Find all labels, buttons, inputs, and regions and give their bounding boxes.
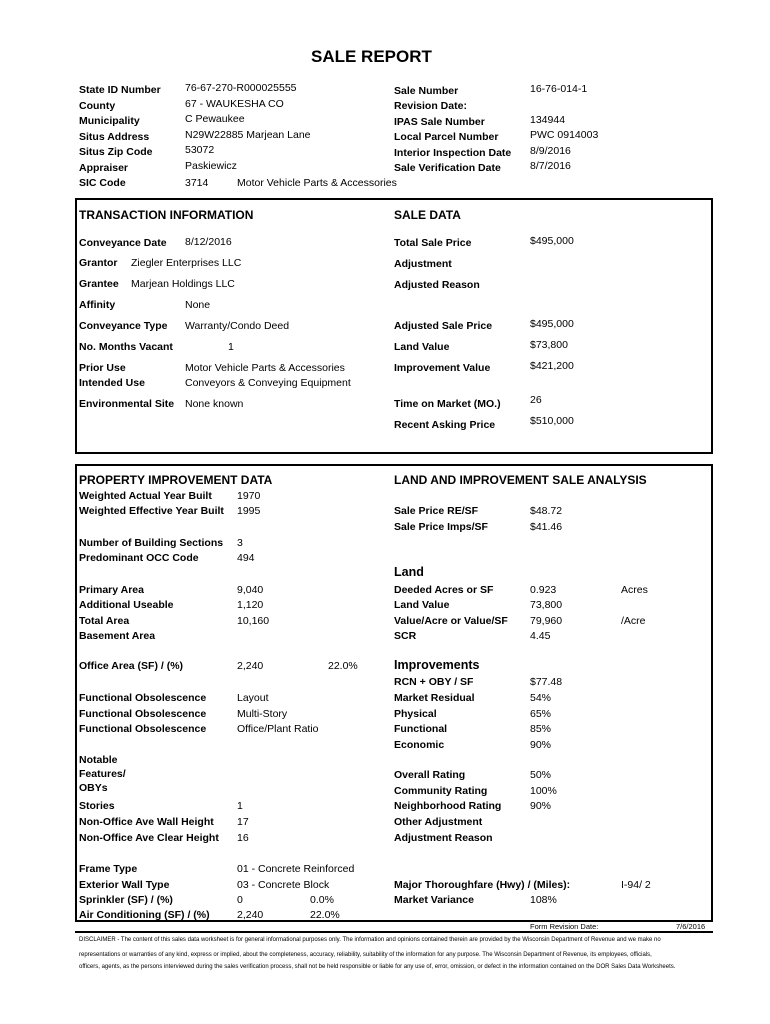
scr-label: SCR [394, 630, 417, 642]
sprinkler-sf: 0 [237, 894, 243, 906]
office-area-sf: 2,240 [237, 660, 264, 672]
disclaimer-line-3: officers, agents, as the persons interviewed during the sales verification process, shall not be held responsible or liable for any use of, error, omission, or defect in the information contained on the DOR Sales Data Worksheets. [79, 964, 676, 970]
office-area-pct: 22.0% [328, 660, 358, 672]
office-area-label: Office Area (SF) / (%) [79, 660, 184, 672]
conveyance-type-value: Warranty/Condo Deed [185, 320, 290, 332]
primary-area-value: 9,040 [237, 584, 264, 596]
total-price-label: Total Sale Price [394, 237, 472, 249]
sprinkler-label: Sprinkler (SF) / (%) [79, 894, 173, 906]
economic-value: 90% [530, 739, 552, 751]
analysis-land-value-label: Land Value [394, 599, 450, 611]
disclaimer-line-1: DISCLAIMER - The content of this sales data worksheet is for general informational purposes only. The information and opinions contained therein are provided by the Wisconsin Department of Revenue and we make no [79, 937, 661, 943]
sale-verification-value: 8/7/2016 [530, 160, 571, 172]
adjusted-reason-label: Adjusted Reason [394, 279, 480, 291]
sale-verification-label: Sale Verification Date [394, 162, 501, 174]
year-built-value: 1970 [237, 490, 261, 502]
interior-inspection-value: 8/9/2016 [530, 145, 571, 157]
rcn-value: $77.48 [530, 676, 563, 688]
notable-features-label-1: Notable [79, 754, 118, 766]
affinity-label: Affinity [79, 299, 116, 311]
value-per-acre-value: 79,960 [530, 615, 563, 627]
thoroughfare-value: I-94/ 2 [621, 879, 651, 891]
functional-obsolescence-label-1: Functional Obsolescence [79, 692, 207, 704]
neighborhood-rating-label: Neighborhood Rating [394, 800, 502, 812]
county-value: 67 - WAUKESHA CO [185, 98, 284, 110]
basement-area-label: Basement Area [79, 630, 156, 642]
revision-date-label: Revision Date: [394, 100, 467, 112]
situs-address-value: N29W22885 Marjean Lane [185, 129, 311, 141]
functional-obsolescence-label-3: Functional Obsolescence [79, 723, 207, 735]
local-parcel-label: Local Parcel Number [394, 131, 499, 143]
improvement-value-value: $421,200 [530, 360, 574, 372]
grantee-label: Grantee [79, 278, 119, 290]
asking-price-label: Recent Asking Price [394, 419, 496, 431]
interior-inspection-label: Interior Inspection Date [394, 147, 512, 159]
notable-features-label-3: OBYs [79, 782, 108, 794]
land-heading: Land [394, 565, 424, 579]
functional-label: Functional [394, 723, 448, 735]
ipas-value: 134944 [530, 114, 566, 126]
value-per-acre-label: Value/Acre or Value/SF [394, 615, 508, 627]
appraiser-value: Paskiewicz [185, 160, 237, 172]
sic-code-description: Motor Vehicle Parts & Accessories [237, 177, 397, 189]
footer-divider [75, 931, 713, 933]
grantor-label: Grantor [79, 257, 118, 269]
grantor-value: Ziegler Enterprises LLC [131, 257, 242, 269]
air-conditioning-sf: 2,240 [237, 909, 264, 921]
adjustment-label: Adjustment [394, 258, 452, 270]
market-variance-value: 108% [530, 894, 557, 906]
grantee-value: Marjean Holdings LLC [131, 278, 235, 290]
environmental-site-value: None known [185, 398, 244, 410]
total-area-value: 10,160 [237, 615, 270, 627]
additional-useable-label: Additional Useable [79, 599, 174, 611]
state-id-label: State ID Number [79, 84, 161, 96]
primary-area-label: Primary Area [79, 584, 144, 596]
physical-value: 65% [530, 708, 552, 720]
wall-height-label: Non-Office Ave Wall Height [79, 816, 214, 828]
local-parcel-value: PWC 0914003 [530, 129, 599, 141]
neighborhood-rating-value: 90% [530, 800, 552, 812]
conveyance-date-value: 8/12/2016 [185, 236, 232, 248]
improvements-heading: Improvements [394, 658, 480, 672]
transaction-heading: TRANSACTION INFORMATION [79, 208, 254, 222]
asking-price-value: $510,000 [530, 415, 574, 427]
market-residual-value: 54% [530, 692, 552, 704]
affinity-value: None [185, 299, 211, 311]
state-id-value: 76-67-270-R000025555 [185, 82, 297, 94]
intended-use-label: Intended Use [79, 377, 145, 389]
value-per-acre-unit: /Acre [621, 615, 646, 627]
functional-value: 85% [530, 723, 552, 735]
months-vacant-label: No. Months Vacant [79, 341, 173, 353]
municipality-value: C Pewaukee [185, 113, 245, 125]
conveyance-date-label: Conveyance Date [79, 237, 167, 249]
notable-features-label-2: Features/ [79, 768, 126, 780]
community-rating-value: 100% [530, 785, 557, 797]
adjusted-price-label: Adjusted Sale Price [394, 320, 493, 332]
price-re-label: Sale Price RE/SF [394, 505, 479, 517]
prior-use-value: Motor Vehicle Parts & Accessories [185, 362, 345, 374]
sprinkler-pct: 0.0% [310, 894, 334, 906]
clear-height-label: Non-Office Ave Clear Height [79, 832, 219, 844]
effective-year-value: 1995 [237, 505, 261, 517]
sic-code-label: SIC Code [79, 177, 126, 189]
wall-height-value: 17 [237, 816, 249, 828]
improvement-value-label: Improvement Value [394, 362, 491, 374]
form-revision-label: Form Revision Date: [530, 922, 599, 931]
functional-obsolescence-value-3: Office/Plant Ratio [237, 723, 319, 735]
functional-obsolescence-label-2: Functional Obsolescence [79, 708, 207, 720]
economic-label: Economic [394, 739, 445, 751]
deeded-acres-unit: Acres [621, 584, 648, 596]
effective-year-label: Weighted Effective Year Built [79, 505, 224, 517]
situs-zip-value: 53072 [185, 144, 215, 156]
year-built-label: Weighted Actual Year Built [79, 490, 212, 502]
rcn-label: RCN + OBY / SF [394, 676, 474, 688]
analysis-land-value-value: 73,800 [530, 599, 563, 611]
land-value-value: $73,800 [530, 339, 568, 351]
building-sections-value: 3 [237, 537, 243, 549]
frame-type-label: Frame Type [79, 863, 138, 875]
disclaimer-line-2: representations or warranties of any kind, express or implied, about the completeness, accuracy, reliability, suitability of the information for any purpose. The Wisconsin Department of Revenue, its employees, officials, [79, 952, 652, 958]
adjustment-reason-label: Adjustment Reason [394, 832, 493, 844]
market-residual-label: Market Residual [394, 692, 475, 704]
price-imps-label: Sale Price Imps/SF [394, 521, 488, 533]
conveyance-type-label: Conveyance Type [79, 320, 168, 332]
community-rating-label: Community Rating [394, 785, 488, 797]
months-vacant-value: 1 [228, 341, 234, 353]
exterior-wall-value: 03 - Concrete Block [237, 879, 330, 891]
situs-address-label: Situs Address [79, 131, 150, 143]
environmental-site-label: Environmental Site [79, 398, 175, 410]
air-conditioning-label: Air Conditioning (SF) / (%) [79, 909, 210, 921]
air-conditioning-pct: 22.0% [310, 909, 340, 921]
sale-number-value: 16-76-014-1 [530, 83, 588, 95]
frame-type-value: 01 - Concrete Reinforced [237, 863, 355, 875]
functional-obsolescence-value-1: Layout [237, 692, 269, 704]
stories-label: Stories [79, 800, 115, 812]
prior-use-label: Prior Use [79, 362, 126, 374]
scr-value: 4.45 [530, 630, 551, 642]
county-label: County [79, 100, 116, 112]
time-on-market-value: 26 [530, 394, 542, 406]
sale-data-heading: SALE DATA [394, 208, 461, 222]
occ-code-label: Predominant OCC Code [79, 552, 199, 564]
land-value-label: Land Value [394, 341, 450, 353]
price-re-value: $48.72 [530, 505, 563, 517]
market-variance-label: Market Variance [394, 894, 474, 906]
total-area-label: Total Area [79, 615, 130, 627]
sale-number-label: Sale Number [394, 85, 459, 97]
appraiser-label: Appraiser [79, 162, 129, 174]
total-price-value: $495,000 [530, 235, 574, 247]
overall-rating-value: 50% [530, 769, 552, 781]
overall-rating-label: Overall Rating [394, 769, 466, 781]
price-imps-value: $41.46 [530, 521, 563, 533]
building-sections-label: Number of Building Sections [79, 537, 224, 549]
time-on-market-label: Time on Market (MO.) [394, 398, 501, 410]
physical-label: Physical [394, 708, 437, 720]
intended-use-value: Conveyors & Conveying Equipment [185, 377, 351, 389]
property-heading: PROPERTY IMPROVEMENT DATA [79, 473, 273, 487]
functional-obsolescence-value-2: Multi-Story [237, 708, 288, 720]
analysis-heading: LAND AND IMPROVEMENT SALE ANALYSIS [394, 473, 647, 487]
additional-useable-value: 1,120 [237, 599, 264, 611]
occ-code-value: 494 [237, 552, 255, 564]
adjusted-price-value: $495,000 [530, 318, 574, 330]
stories-value: 1 [237, 800, 243, 812]
exterior-wall-label: Exterior Wall Type [79, 879, 170, 891]
other-adjustment-label: Other Adjustment [394, 816, 483, 828]
deeded-acres-value: 0.923 [530, 584, 557, 596]
ipas-label: IPAS Sale Number [394, 116, 485, 128]
sic-code-value: 3714 [185, 177, 209, 189]
clear-height-value: 16 [237, 832, 249, 844]
deeded-acres-label: Deeded Acres or SF [394, 584, 494, 596]
page-title: SALE REPORT [311, 47, 432, 66]
situs-zip-label: Situs Zip Code [79, 146, 153, 158]
form-revision-value: 7/6/2016 [676, 922, 706, 931]
thoroughfare-label: Major Thoroughfare (Hwy) / (Miles): [394, 879, 571, 891]
municipality-label: Municipality [79, 115, 140, 127]
